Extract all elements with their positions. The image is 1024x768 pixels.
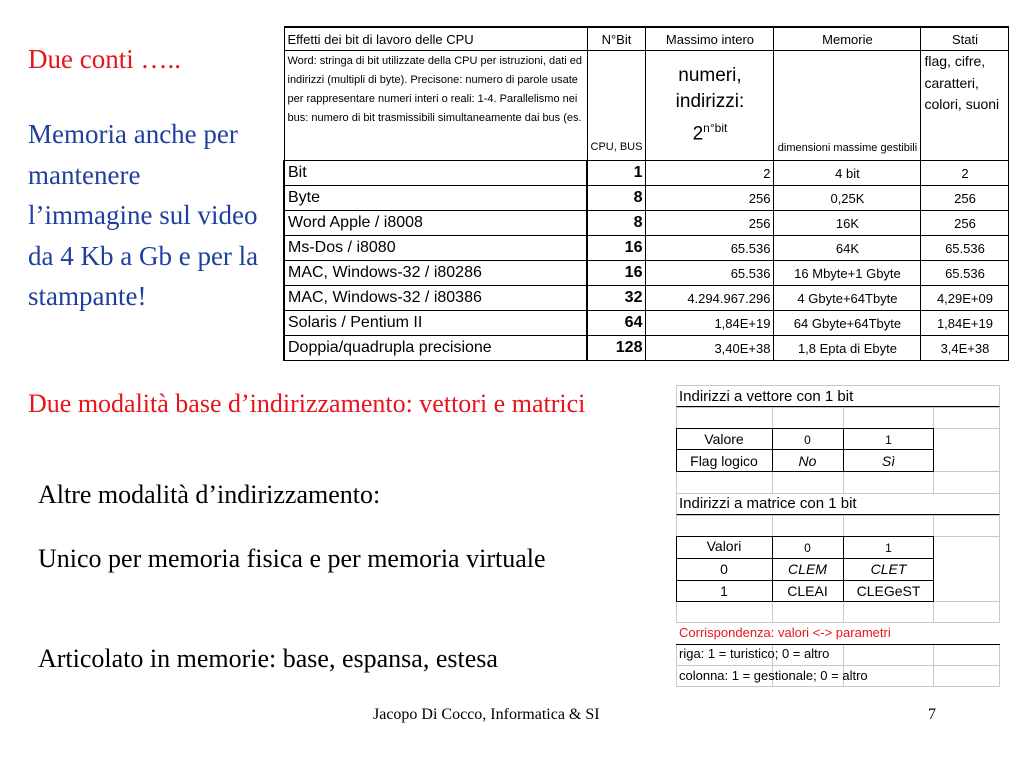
desc-word-text: Word: stringa di bit utilizzate della CPU per istruzioni, dati ed indirizzi (multipli di byte). Precisone: numero di parole usate per rappresentare numeri interi o reali: 1-4. Parallelismo nei bus: numero di bit trasmissibili simultaneamente dai bus (es. [284,51,587,161]
matrice-divider [676,580,934,581]
row-max-intero: 256 [646,211,774,236]
row-memorie: 1,8 Epta di Ebyte [774,336,921,361]
flag-logico-label: Flag logico [690,453,758,469]
table-row [284,211,1009,236]
desc-numeri-line3 [649,115,770,147]
desc-stati: flag, cifre, caratteri, colori, suoni [921,51,1009,161]
row-max-intero: 65.536 [646,261,774,286]
header-nbit: N°Bit [587,27,646,51]
row-max-intero: 3,40E+38 [646,336,774,361]
table-row [284,161,1009,186]
table-row [284,186,1009,211]
desc-numeri-line2: indirizzi: [675,91,745,113]
row-nbit: 16 [587,236,646,261]
page-number: 7 [928,706,936,723]
cell-clegest: CLEGeST [856,583,921,599]
row-nbit: 16 [587,261,646,286]
row-name: MAC, Windows-32 / i80386 [284,286,587,311]
header-memorie: Memorie [774,27,921,51]
row-name: Ms-Dos / i8080 [284,236,587,261]
altre-modalita-text: Altre modalità d’indirizzamento: [38,480,381,509]
valori-label: Valori [706,538,742,554]
flag-no: No [798,453,817,469]
vettore-divider [676,449,934,450]
grid-line [676,515,1000,516]
row-name: Solaris / Pentium II [284,311,587,336]
row-name: Word Apple / i8008 [284,211,587,236]
flag-si: Sì [881,453,896,469]
row-name: Doppia/quadrupla precisione [284,336,587,361]
desc-numeri [646,51,774,161]
row-stati: 65.536 [921,261,1009,286]
unico-memoria-text: Unico per memoria fisica e per memoria virtuale [38,544,546,573]
row-nbit: 1 [587,161,646,186]
vettore-title: Indirizzi a vettore con 1 bit [679,388,854,405]
table-row [284,261,1009,286]
row-stati: 1,84E+19 [921,311,1009,336]
row-nbit: 8 [587,211,646,236]
matrice-col-1: 1 [885,541,892,555]
desc-numeri-base: 2 [692,123,704,145]
table-row [284,286,1009,311]
row-memorie: 64 Gbyte+64Tbyte [774,311,921,336]
cpu-bit-table [283,26,1009,361]
memoria-anche-text: Memoria anche per mantenere l’immagine sul video da 4 Kb a Gb e per la stampante! [28,119,259,311]
row-name: MAC, Windows-32 / i80286 [284,261,587,286]
row-memorie: 16K [774,211,921,236]
row-nbit: 64 [587,311,646,336]
grid-line [676,407,1000,408]
matrice-row-1: 1 [720,583,728,599]
row-max-intero: 65.536 [646,236,774,261]
cell-cleai: CLEAI [787,583,828,599]
table-row [284,336,1009,361]
row-stati: 3,4E+38 [921,336,1009,361]
row-memorie: 16 Mbyte+1 Gbyte [774,261,921,286]
cell-clem: CLEM [788,561,827,577]
row-max-intero: 4.294.967.296 [646,286,774,311]
desc-memorie: dimensioni massime gestibili [774,51,921,161]
table-row [284,311,1009,336]
desc-numeri-line1: numeri, [678,65,742,87]
row-max-intero: 256 [646,186,774,211]
addressing-table [676,385,1000,687]
row-memorie: 0,25K [774,186,921,211]
row-nbit: 32 [587,286,646,311]
grid-line [676,665,1000,666]
row-stati: 256 [921,186,1009,211]
row-stati: 256 [921,211,1009,236]
header-effetti: Effetti dei bit di lavoro delle CPU [284,27,587,51]
table-description-row [284,51,1009,161]
riga-text: riga: 1 = turistico; 0 = altro [679,646,830,661]
corrispondenza-text: Corrispondenza: valori <-> parametri [679,625,891,640]
grid-line [676,686,1000,687]
valore-label: Valore [704,431,744,447]
table-row [284,236,1009,261]
row-memorie: 4 Gbyte+64Tbyte [774,286,921,311]
header-massimo-intero: Massimo intero [646,27,774,51]
row-name: Byte [284,186,587,211]
heading-due-conti: Due conti ….. [28,44,181,74]
row-max-intero: 1,84E+19 [646,311,774,336]
row-memorie: 4 bit [774,161,921,186]
row-nbit: 8 [587,186,646,211]
row-stati: 2 [921,161,1009,186]
table-header-row [284,27,1009,51]
matrice-row-0: 0 [720,561,728,577]
header-stati: Stati [921,27,1009,51]
row-memorie: 64K [774,236,921,261]
articolato-text: Articolato in memorie: base, espansa, estesa [38,644,498,673]
footer-author: Jacopo Di Cocco, Informatica & SI [373,706,600,723]
matrice-divider [676,558,934,559]
desc-cpu-bus: CPU, BUS [587,51,646,161]
desc-numeri-exp: n°bit [703,121,728,136]
due-modalita-text: Due modalità base d’indirizzamento: vettori e matrici [28,389,586,418]
row-stati: 4,29E+09 [921,286,1009,311]
matrice-col-0: 0 [804,541,811,555]
colonna-text: colonna: 1 = gestionale; 0 = altro [679,668,868,683]
row-max-intero: 2 [646,161,774,186]
row-name: Bit [284,161,587,186]
row-stati: 65.536 [921,236,1009,261]
valore-1: 1 [885,433,892,447]
valore-0: 0 [804,433,811,447]
cell-clet: CLET [870,561,907,577]
row-nbit: 128 [587,336,646,361]
matrice-title: Indirizzi a matrice con 1 bit [679,495,857,512]
